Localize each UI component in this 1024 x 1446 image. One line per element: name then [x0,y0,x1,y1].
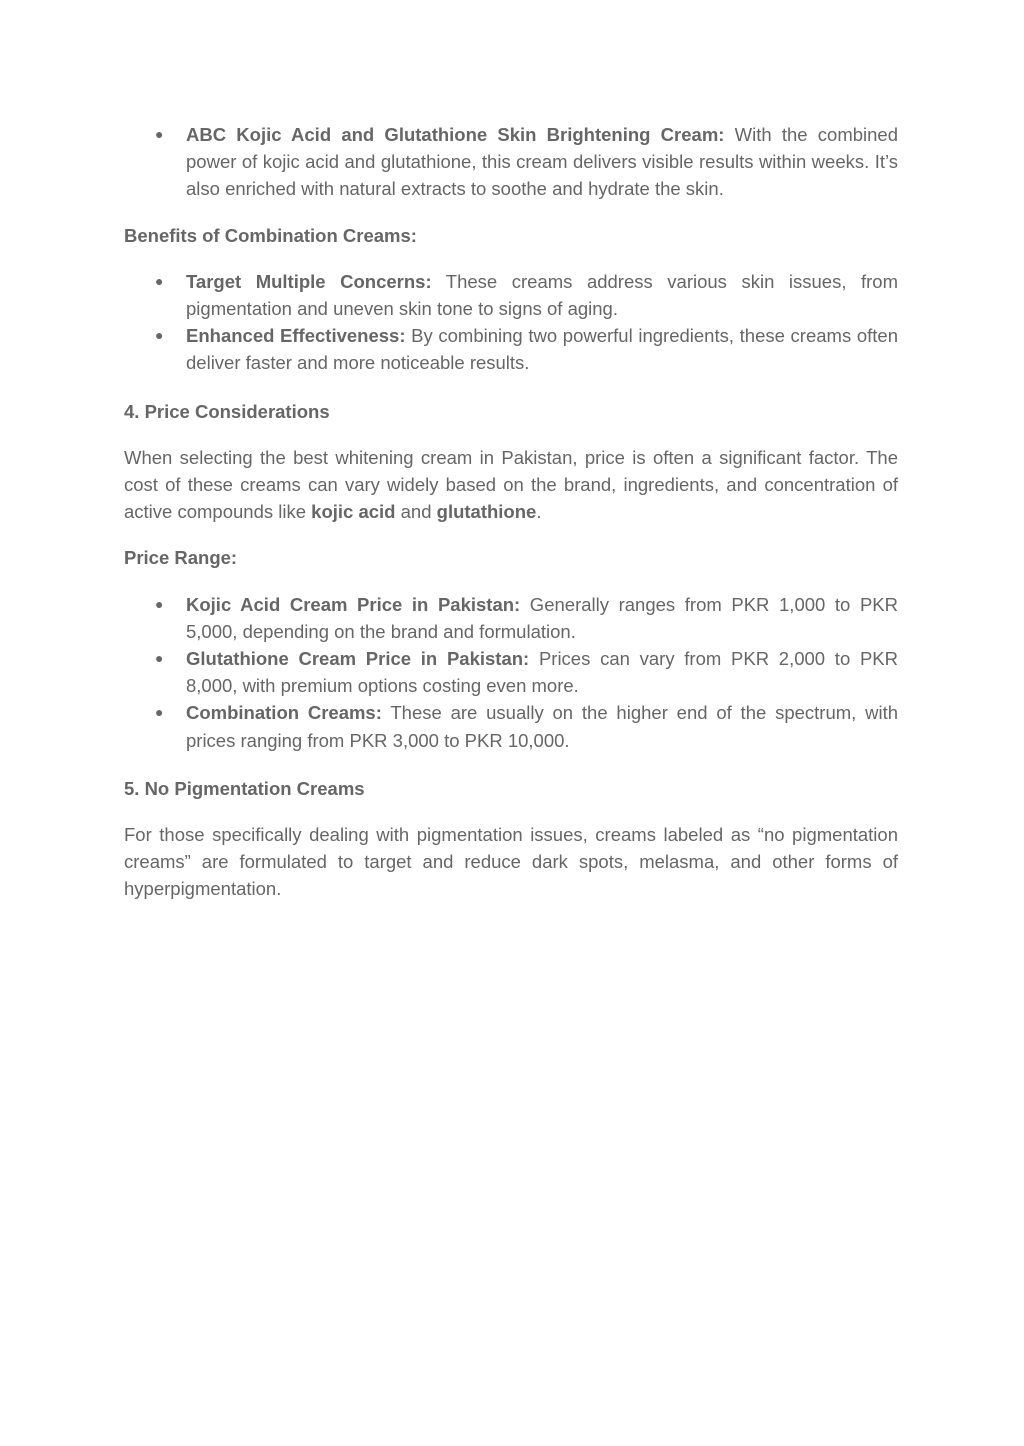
paragraph-text: When selecting the best whitening cream in Pakistan, price is often a significant factor. The cost of these creams can vary widely based on the brand, ingredients, and concentration of active compounds like [124,446,898,523]
list-item [124,699,898,753]
list-item [124,322,898,376]
bullet-icon: ● [155,595,164,612]
price-range-list [124,591,898,754]
list-item [124,645,898,699]
paragraph-text: . [536,501,542,523]
keyword-kojic-acid: kojic acid [311,501,396,523]
section-heading-no-pigmentation: 5. No Pigmentation Creams [124,777,365,799]
bullet-icon: ● [155,650,164,667]
list-item [124,591,898,645]
bullet-icon: ● [155,272,164,289]
section-heading-benefits: Benefits of Combination Creams: [124,224,417,246]
item-text: With the combined power of kojic acid and glutathione, this cream delivers visible results within weeks. It’s also enriched with natural extracts to soothe and hydrate the skin. [186,124,898,200]
item-text: Generally ranges from PKR 1,000 to PKR 5,000, depending on the brand and formulation. [186,593,898,642]
list-item [124,268,898,322]
item-title: Glutathione Cream Price in Pakistan: [186,648,530,670]
section-heading-price-range: Price Range: [124,547,238,569]
item-text: By combining two powerful ingredients, these creams often deliver faster and more noticeable results. [186,325,898,374]
document-page [124,121,898,903]
item-text: Prices can vary from PKR 2,000 to PKR 8,000, with premium options costing even more. [186,648,898,697]
item-text: These creams address various skin issues, from pigmentation and uneven skin tone to signs of aging. [186,270,898,320]
section-heading-price: 4. Price Considerations [124,400,330,422]
item-title: Combination Creams: [186,702,382,724]
item-text: These are usually on the higher end of the spectrum, with prices ranging from PKR 3,000 to PKR 10,000. [186,702,899,751]
bullet-icon: ● [155,327,164,344]
item-title: Enhanced Effectiveness: [186,325,406,347]
paragraph-text: and [395,501,437,523]
no-pigmentation-paragraph: For those specifically dealing with pigmentation issues, creams labeled as “no pigmentation creams” are formulated to target and reduce dark spots, melasma, and other forms of hyperpigmentation. [124,824,898,900]
item-title: Target Multiple Concerns: [186,270,432,292]
benefits-list [124,268,898,377]
keyword-glutathione: glutathione [436,501,537,523]
item-title: Kojic Acid Cream Price in Pakistan: [186,593,521,615]
item-title: ABC Kojic Acid and Glutathione Skin Brightening Cream: [186,124,725,145]
bullet-icon: ● [155,704,164,721]
list-item [124,121,898,203]
price-paragraph [124,444,898,526]
bullet-icon: ● [155,126,164,142]
product-list [124,121,898,203]
